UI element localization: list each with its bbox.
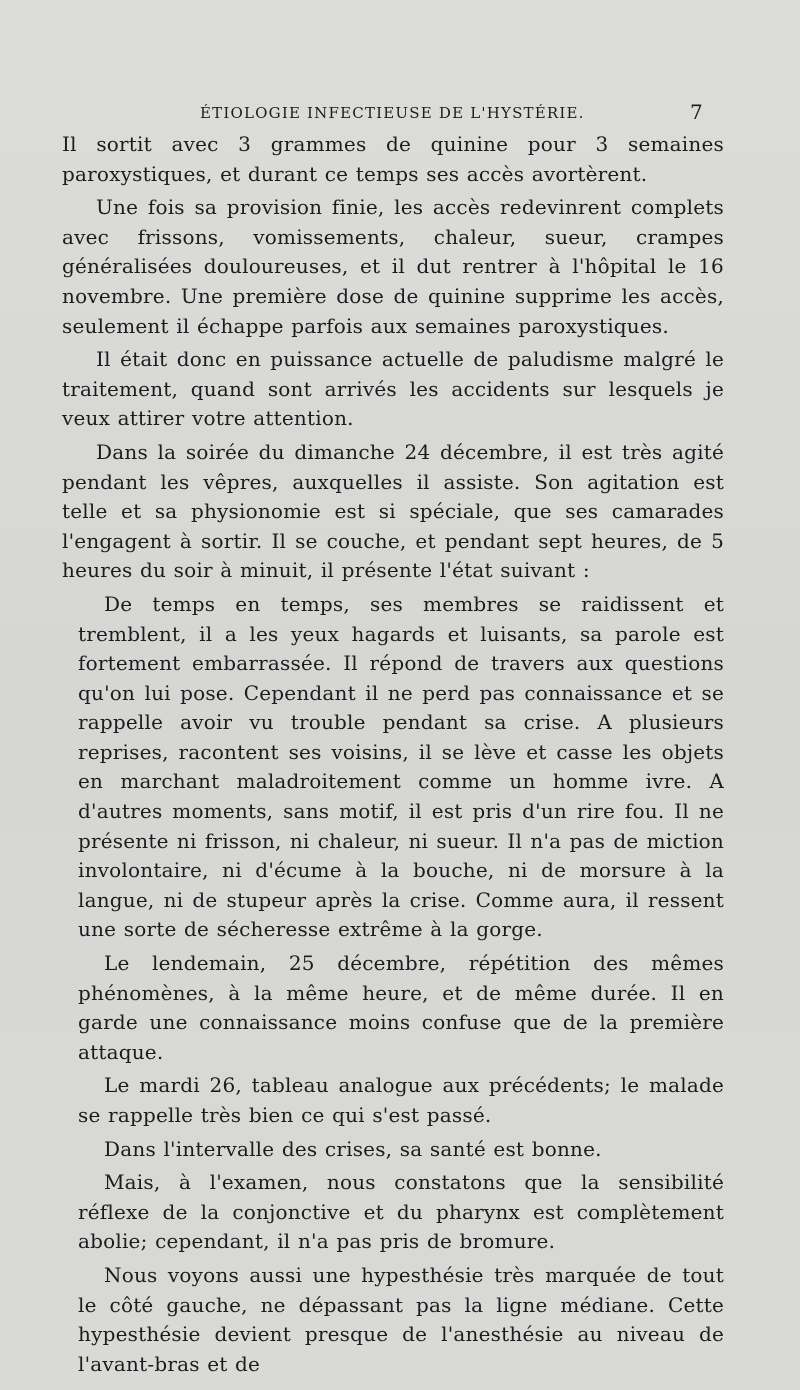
running-head: ÉTIOLOGIE INFECTIEUSE DE L'HYSTÉRIE. [200, 104, 585, 122]
page-header [0, 100, 800, 130]
paragraph: Il sortit avec 3 grammes de quinine pour 3 semaines paroxystiques, et durant ce temps ses accès avortèrent. [62, 132, 724, 186]
paragraph: Nous voyons aussi une hypesthésie très marquée de tout le côté gauche, ne dépassant pas la ligne médiane. Cette hypesthésie devient presque de l'anesthésie au niveau de l'avant-bras et de [78, 1262, 724, 1376]
paragraph: Mais, à l'examen, nous constatons que la sensibilité réflexe de la conjonctive et du pharynx est complètement abolie; cependant, il n'a pas pris de bromure. [78, 1170, 724, 1254]
paragraph: Il était donc en puissance actuelle de paludisme malgré le traitement, quand sont arrivés les accidents sur lesquels je veux attirer votre attention. [62, 347, 724, 431]
paragraph: Le lendemain, 25 décembre, répétition des mêmes phénomènes, à la même heure, et de même durée. Il en garde une connaissance moins confuse que de la première attaque. [78, 951, 724, 1064]
clinical-observation-paragraph: De temps en temps, ses membres se raidissent et tremblent, il a les yeux hagards et luisants, sa parole est fortement embarrassée. Il répond de travers aux questions qu'on lui pose. Cependant il ne perd pas connaissance et se rappelle avoir vu trouble pendant sa crise. A plusieurs reprises, racontent ses voisins, il se lève et casse les objets en marchant maladroitement comme un homme ivre. A d'autres moments, sans motif, il est pris d'un rire fou. Il ne présente ni frisson, ni chaleur, ni sueur. Il n'a pas de miction involontaire, ni d'écume à la bouche, ni de morsure à la langue, ni de stupeur après la crise. Comme aura, il ressent une sorte de sécheresse extrême à la gorge. [78, 591, 724, 942]
paragraph: Dans l'intervalle des crises, sa santé est bonne. [104, 1136, 602, 1161]
page-number: 7 [690, 100, 703, 124]
paragraph: Le mardi 26, tableau analogue aux précédents; le malade se rappelle très bien ce qui s'est passé. [78, 1073, 724, 1127]
paragraph: Une fois sa provision finie, les accès redevinrent complets avec frissons, vomissements, chaleur, sueur, crampes généralisées douloureuses, et il dut rentrer à l'hôpital le 16 novembre. Une première dose de quinine supprime les accès, seulement il échappe parfois aux semaines paroxystiques. [62, 195, 724, 338]
body-text [62, 130, 724, 1383]
paragraph: Dans la soirée du dimanche 24 décembre, il est très agité pendant les vêpres, auxquelles il assiste. Son agitation est telle et sa physionomie est si spéciale, que ses camarades l'engagent à sortir. Il se couche, et pendant sept heures, de 5 heures du soir à minuit, il présente l'état suivant : [62, 439, 724, 583]
